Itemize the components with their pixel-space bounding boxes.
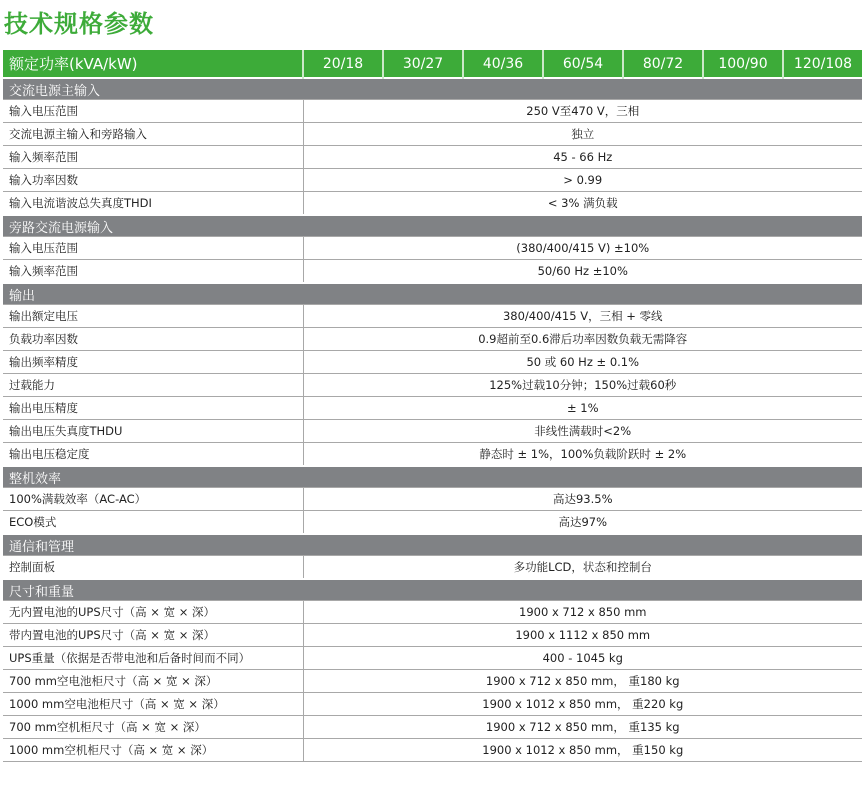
table-row [3, 237, 862, 260]
model-column-header: 40/36 [463, 50, 543, 78]
spec-label: 输出频率精度 [3, 351, 303, 374]
section-header-row [3, 283, 862, 305]
spec-value: 1900 x 1112 x 850 mm [303, 624, 862, 647]
spec-label: 输出电压稳定度 [3, 443, 303, 467]
section-header-row [3, 215, 862, 237]
table-row [3, 624, 862, 647]
spec-label: 输出额定电压 [3, 305, 303, 328]
spec-label: ECO模式 [3, 511, 303, 535]
section-title: 旁路交流电源输入 [3, 215, 862, 237]
spec-value: 高达97% [303, 511, 862, 535]
spec-label: 带内置电池的UPS尺寸（高 × 宽 × 深） [3, 624, 303, 647]
section-header-row [3, 534, 862, 556]
section-title: 交流电源主输入 [3, 78, 862, 100]
spec-label: 过载能力 [3, 374, 303, 397]
spec-label: 1000 mm空机柜尺寸（高 × 宽 × 深） [3, 739, 303, 762]
spec-label: 700 mm空机柜尺寸（高 × 宽 × 深） [3, 716, 303, 739]
section-title: 整机效率 [3, 466, 862, 488]
spec-value: ± 1% [303, 397, 862, 420]
spec-value: 非线性满载时<2% [303, 420, 862, 443]
spec-value: 0.9超前至0.6滞后功率因数负载无需降容 [303, 328, 862, 351]
spec-value: 多功能LCD，状态和控制台 [303, 556, 862, 580]
table-row [3, 351, 862, 374]
spec-label: 输入电流谐波总失真度THDI [3, 192, 303, 216]
spec-label: 输入频率范围 [3, 146, 303, 169]
spec-value: < 3% 满负载 [303, 192, 862, 216]
spec-value: 125%过载10分钟；150%过载60秒 [303, 374, 862, 397]
header-label: 额定功率(kVA/kW) [3, 50, 303, 78]
table-row [3, 488, 862, 511]
spec-label: 1000 mm空电池柜尺寸（高 × 宽 × 深） [3, 693, 303, 716]
table-row [3, 670, 862, 693]
spec-label: 输入电压范围 [3, 100, 303, 123]
table-row [3, 305, 862, 328]
model-column-header: 120/108 [783, 50, 862, 78]
spec-value: 380/400/415 V，三相 + 零线 [303, 305, 862, 328]
spec-value: (380/400/415 V) ±10% [303, 237, 862, 260]
spec-label: 负载功率因数 [3, 328, 303, 351]
table-row [3, 601, 862, 624]
spec-table [3, 50, 862, 762]
spec-value: 1900 x 712 x 850 mm， 重135 kg [303, 716, 862, 739]
section-title: 尺寸和重量 [3, 579, 862, 601]
table-row [3, 397, 862, 420]
table-row [3, 647, 862, 670]
table-row [3, 443, 862, 467]
spec-value: 1900 x 712 x 850 mm， 重180 kg [303, 670, 862, 693]
model-column-header: 20/18 [303, 50, 383, 78]
spec-label: 无内置电池的UPS尺寸（高 × 宽 × 深） [3, 601, 303, 624]
spec-value: 50/60 Hz ±10% [303, 260, 862, 284]
section-title: 输出 [3, 283, 862, 305]
section-header-row [3, 579, 862, 601]
table-row [3, 739, 862, 762]
spec-label: 100%满载效率（AC-AC） [3, 488, 303, 511]
table-row [3, 420, 862, 443]
spec-value: > 0.99 [303, 169, 862, 192]
table-row [3, 716, 862, 739]
table-row [3, 260, 862, 284]
spec-label: 输入频率范围 [3, 260, 303, 284]
table-row [3, 693, 862, 716]
section-header-row [3, 466, 862, 488]
table-row [3, 169, 862, 192]
model-column-header: 30/27 [383, 50, 463, 78]
spec-label: 输出电压失真度THDU [3, 420, 303, 443]
spec-value: 1900 x 712 x 850 mm [303, 601, 862, 624]
model-column-header: 80/72 [623, 50, 703, 78]
spec-value: 1900 x 1012 x 850 mm， 重150 kg [303, 739, 862, 762]
spec-value: 1900 x 1012 x 850 mm， 重220 kg [303, 693, 862, 716]
spec-value: 400 - 1045 kg [303, 647, 862, 670]
spec-value: 45 - 66 Hz [303, 146, 862, 169]
table-row [3, 328, 862, 351]
table-row [3, 192, 862, 216]
spec-value: 高达93.5% [303, 488, 862, 511]
header-row [3, 50, 862, 78]
spec-label: 700 mm空电池柜尺寸（高 × 宽 × 深） [3, 670, 303, 693]
section-header-row [3, 78, 862, 100]
spec-label: 交流电源主输入和旁路输入 [3, 123, 303, 146]
spec-label: 控制面板 [3, 556, 303, 580]
table-row [3, 123, 862, 146]
table-row [3, 374, 862, 397]
spec-value: 250 V至470 V，三相 [303, 100, 862, 123]
table-row [3, 146, 862, 169]
spec-label: 输入功率因数 [3, 169, 303, 192]
model-column-header: 60/54 [543, 50, 623, 78]
table-row [3, 511, 862, 535]
table-row [3, 100, 862, 123]
spec-label: UPS重量（依据是否带电池和后备时间而不同） [3, 647, 303, 670]
page-title: 技术规格参数 [4, 10, 154, 38]
spec-label: 输出电压精度 [3, 397, 303, 420]
section-title: 通信和管理 [3, 534, 862, 556]
table-row [3, 556, 862, 580]
spec-label: 输入电压范围 [3, 237, 303, 260]
model-column-header: 100/90 [703, 50, 783, 78]
spec-value: 独立 [303, 123, 862, 146]
spec-value: 静态时 ± 1%，100%负载阶跃时 ± 2% [303, 443, 862, 467]
spec-value: 50 或 60 Hz ± 0.1% [303, 351, 862, 374]
